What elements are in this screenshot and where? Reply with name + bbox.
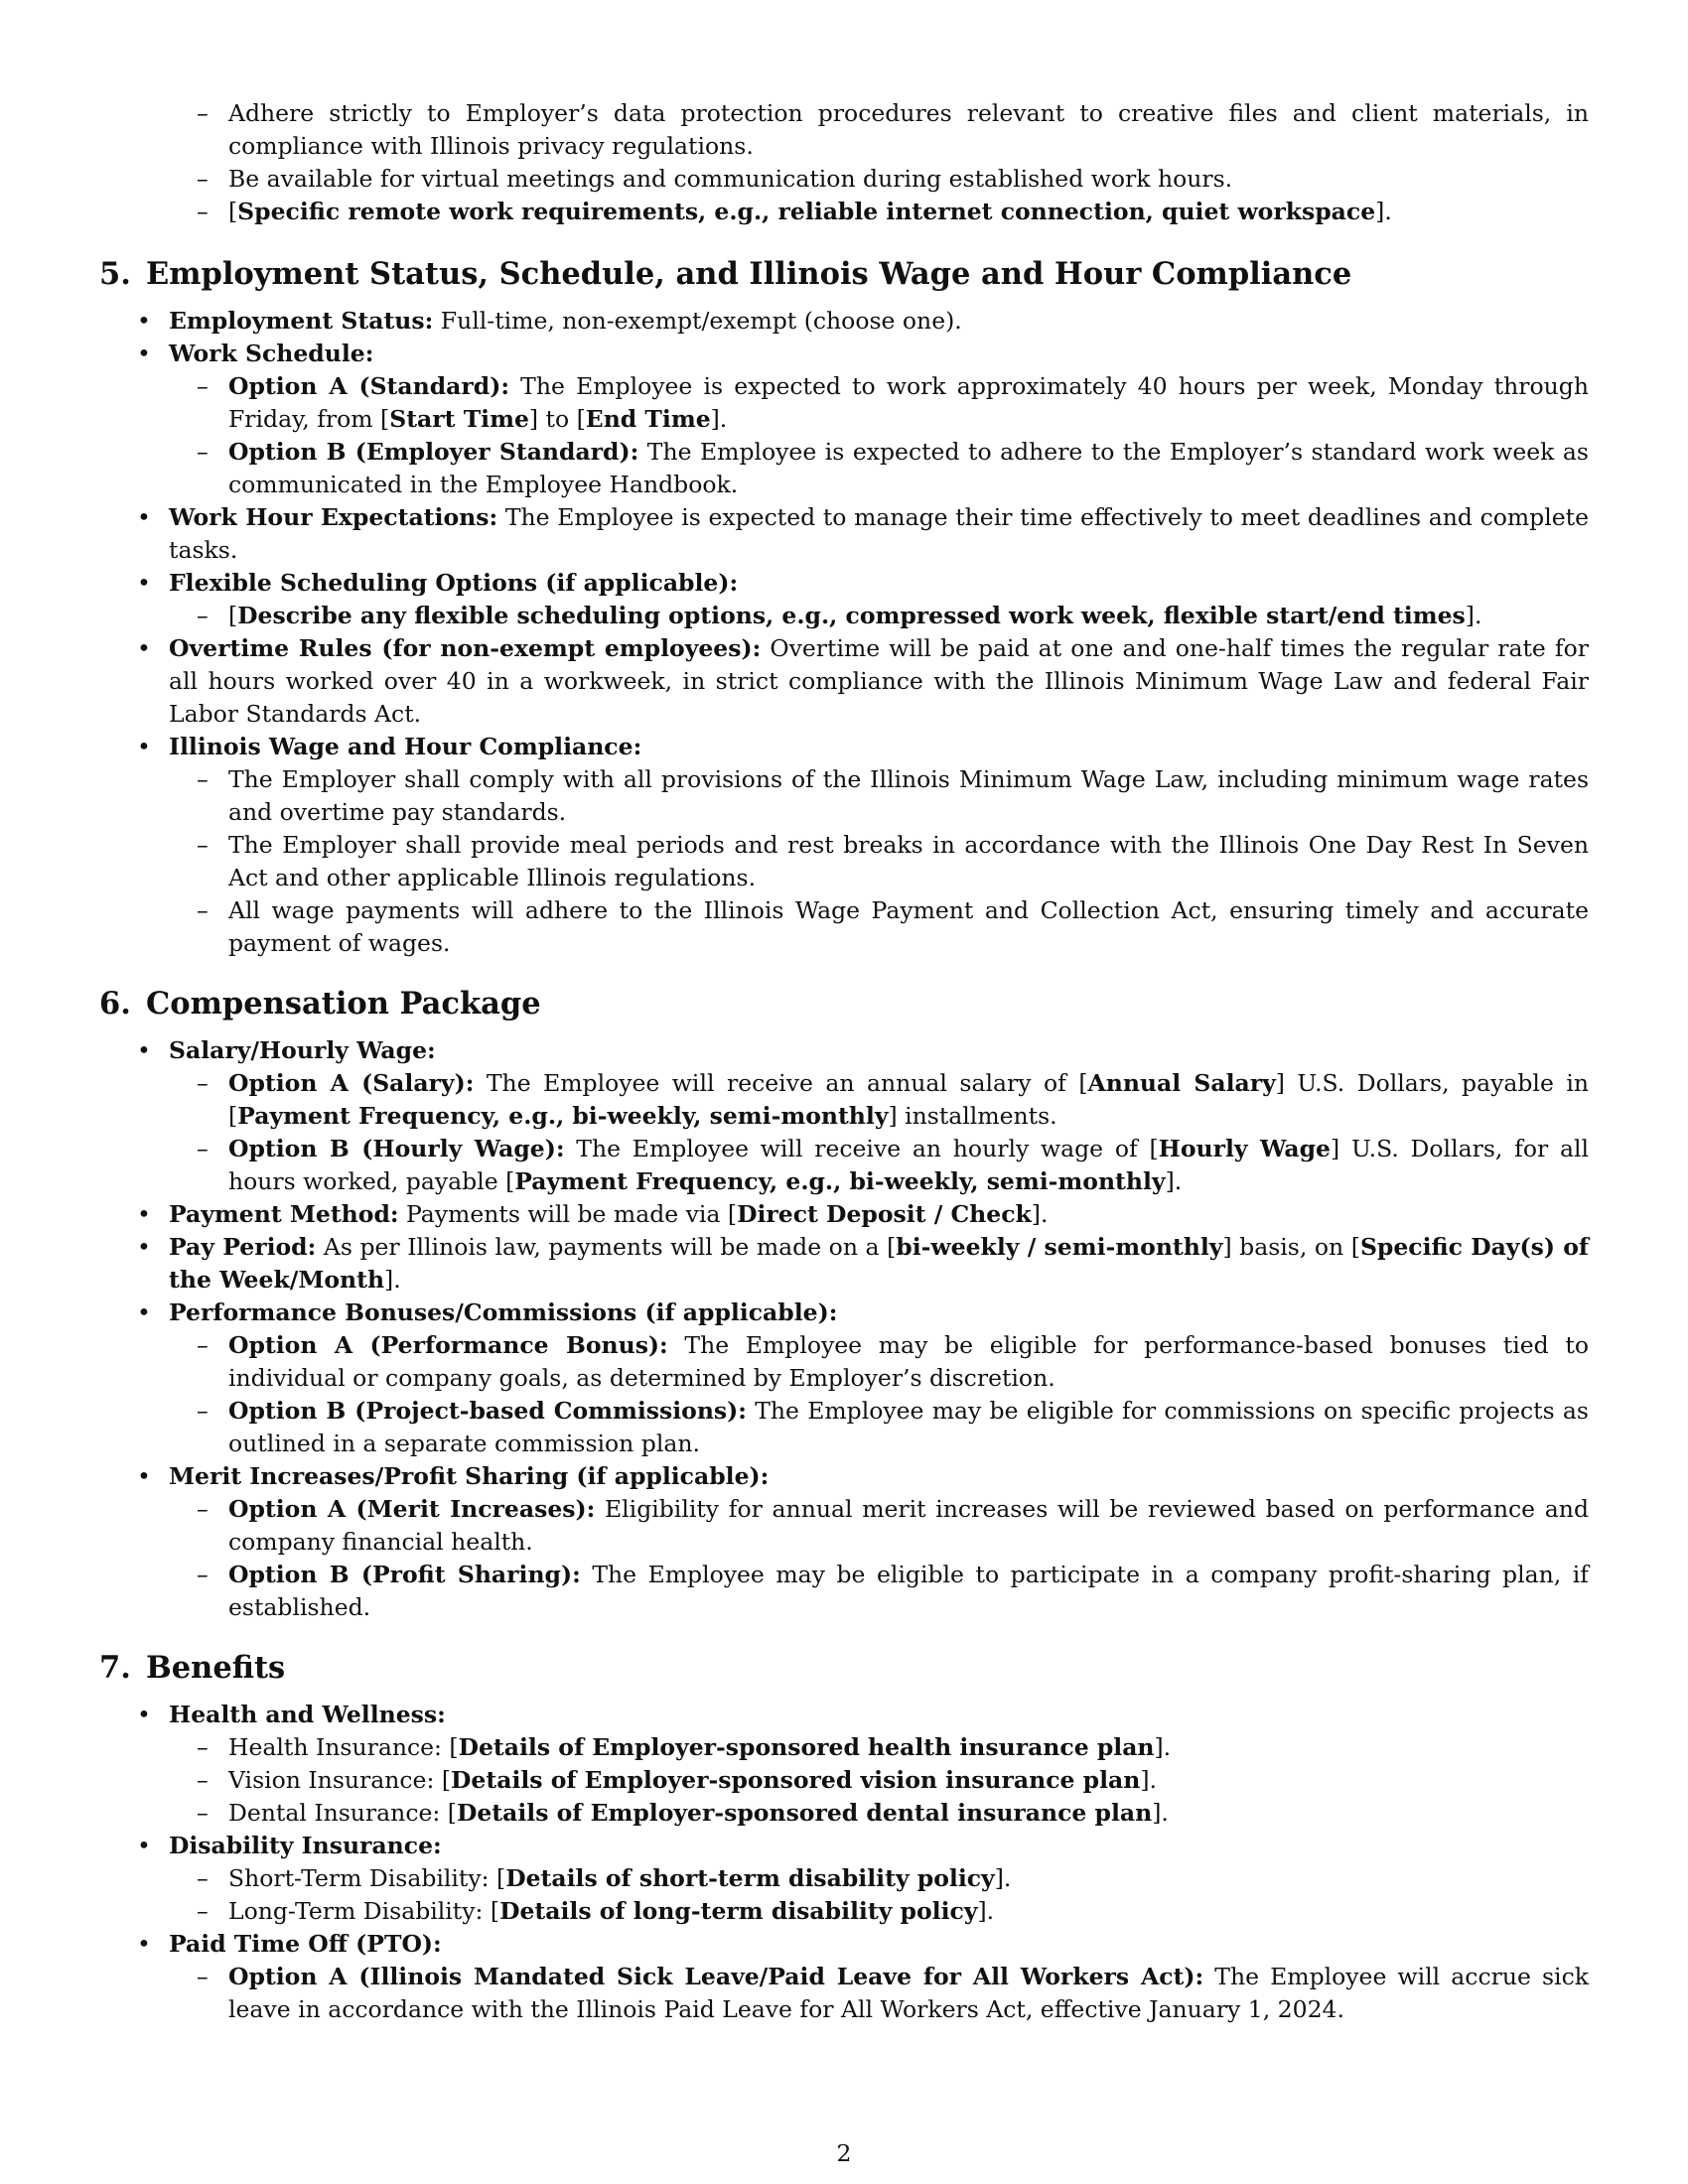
list-item: • Work Hour Expectations: The Employee is expected to manage their time effectively to meet deadlines and complete tasks. — [137, 503, 1589, 564]
bullet-marker: • — [137, 1036, 151, 1064]
list-item: • Performance Bonuses/Commissions (if applicable): — [99, 1297, 1589, 1329]
page-content — [99, 97, 1589, 2026]
dash-marker: – — [197, 165, 209, 193]
list-item: – Adhere strictly to Employer’s data protection procedures relevant to creative files and client materials, in compliance with Illinois privacy regulations. — [197, 99, 1589, 160]
bullet-marker: • — [137, 1298, 151, 1326]
list-item: – The Employer shall comply with all provisions of the Illinois Minimum Wage Law, including minimum wage rates and overtime pay standards. — [197, 765, 1589, 826]
list-item: • Payment Method: Payments will be made via [Direct Deposit / Check]. — [99, 1198, 1589, 1231]
bullet-marker: • — [137, 1701, 151, 1728]
list-item: – Option B (Profit Sharing): The Employee may be eligible to participate in a company profit-sharing plan, if established. — [197, 1561, 1589, 1621]
section-heading: 5. Employment Status, Schedule, and Illinois Wage and Hour Compliance — [99, 256, 1352, 292]
section-heading: 7. Benefits — [99, 1650, 286, 1686]
dash-marker: – — [197, 602, 209, 629]
dash-marker: – — [197, 198, 209, 225]
list-item: – Option B (Project-based Commissions): The Employee may be eligible for commissions on specific projects as outlined in a separate commission plan. — [197, 1397, 1589, 1457]
dash-marker: – — [197, 1766, 209, 1794]
list-item: • Health and Wellness: — [99, 1699, 1589, 1731]
list-item: – [Describe any flexible scheduling options, e.g., compressed work week, flexible start/end times]. — [99, 600, 1589, 632]
dash-marker: – — [197, 1495, 209, 1523]
list-item: – Health Insurance: [Details of Employer-sponsored health insurance plan]. — [99, 1731, 1589, 1764]
list-item: – Option A (Merit Increases): Eligibility for annual merit increases will be reviewed based on performance and company financial health. — [197, 1495, 1589, 1556]
bullet-marker: • — [137, 569, 151, 597]
dash-marker: – — [197, 1864, 209, 1892]
list-item: – Option A (Performance Bonus): The Employee may be eligible for performance-based bonuses tied to individual or company goals, as determined by Employer’s discretion. — [197, 1331, 1589, 1392]
bullet-marker: • — [137, 634, 151, 662]
dash-marker: – — [197, 765, 209, 793]
dash-marker: – — [197, 1733, 209, 1761]
list-item: • Pay Period: As per Illinois law, payments will be made on a [bi-weekly / semi-monthly] basis, on [Specific Day(s) of the Week/Month]. — [137, 1233, 1589, 1294]
bullet-marker: • — [137, 340, 151, 367]
bullet-marker: • — [137, 1462, 151, 1490]
list-item: – Vision Insurance: [Details of Employer-sponsored vision insurance plan]. — [99, 1764, 1589, 1797]
list-item: – Short-Term Disability: [Details of short-term disability policy]. — [99, 1862, 1589, 1895]
bullet-marker: • — [137, 1832, 151, 1859]
list-item: • Disability Insurance: — [99, 1830, 1589, 1862]
bullet-marker: • — [137, 733, 151, 760]
dash-marker: – — [197, 831, 209, 859]
list-item: • Merit Increases/Profit Sharing (if applicable): — [99, 1460, 1589, 1493]
list-item: – The Employer shall provide meal periods and rest breaks in accordance with the Illinois One Day Rest In Seven Act and other applicable Illinois regulations. — [197, 831, 1589, 891]
bullet-marker: • — [137, 503, 151, 531]
bullet-marker: • — [137, 1233, 151, 1261]
dash-marker: – — [197, 438, 209, 466]
list-item: – Option A (Salary): The Employee will receive an annual salary of [Annual Salary] U.S. Dollars, payable in [Payment Frequency, e.g., bi-weekly, semi-monthly] installments. — [197, 1069, 1589, 1130]
bullet-marker: • — [137, 307, 151, 335]
dash-marker: – — [197, 1897, 209, 1925]
dash-marker: – — [197, 1331, 209, 1359]
dash-marker: – — [197, 99, 209, 127]
bullet-marker: • — [137, 1200, 151, 1228]
list-item: – Be available for virtual meetings and communication during established work hours. — [99, 163, 1589, 196]
list-item: • Employment Status: Full-time, non-exempt/exempt (choose one). — [99, 305, 1589, 338]
list-item: – Dental Insurance: [Details of Employer-sponsored dental insurance plan]. — [99, 1797, 1589, 1830]
bullet-marker: • — [137, 1930, 151, 1958]
section-heading: 6. Compensation Package — [99, 986, 541, 1022]
dash-marker: – — [197, 896, 209, 924]
dash-marker: – — [197, 1963, 209, 1990]
page-number: 2 — [836, 2139, 852, 2167]
list-item: – Option B (Employer Standard): The Employee is expected to adhere to the Employer’s standard work week as communicated in the Employee Handbook. — [197, 438, 1589, 498]
dash-marker: – — [197, 1135, 209, 1162]
list-item: • Overtime Rules (for non-exempt employees): Overtime will be paid at one and one-half times the regular rate for all hours worked over 40 in a workweek, in strict compliance with the Illinois Minimum Wage Law and federal Fair Labor Standards Act. — [137, 634, 1589, 728]
list-item: • Flexible Scheduling Options (if applicable): — [99, 567, 1589, 600]
list-item: – Option A (Illinois Mandated Sick Leave/Paid Leave for All Workers Act): The Employee will accrue sick leave in accordance with the Illinois Paid Leave for All Workers Act, effective January 1, 2024. — [197, 1963, 1589, 2023]
dash-marker: – — [197, 372, 209, 400]
dash-marker: – — [197, 1069, 209, 1097]
dash-marker: – — [197, 1397, 209, 1425]
list-item: – Option B (Hourly Wage): The Employee will receive an hourly wage of [Hourly Wage] U.S. Dollars, for all hours worked, payable [Payment Frequency, e.g., bi-weekly, semi-monthly]. — [197, 1135, 1590, 1195]
list-item: – Long-Term Disability: [Details of long-term disability policy]. — [99, 1895, 1589, 1928]
list-item: • Paid Time Off (PTO): — [99, 1928, 1589, 1961]
list-item: • Illinois Wage and Hour Compliance: — [99, 731, 1589, 763]
list-item: – [Specific remote work requirements, e.g., reliable internet connection, quiet workspace]. — [99, 196, 1589, 228]
list-item: • Work Schedule: — [99, 338, 1589, 370]
dash-marker: – — [197, 1799, 209, 1827]
list-item: • Salary/Hourly Wage: — [99, 1034, 1589, 1067]
list-item: – All wage payments will adhere to the Illinois Wage Payment and Collection Act, ensuring timely and accurate payment of wages. — [197, 896, 1589, 957]
list-item: – Option A (Standard): The Employee is expected to work approximately 40 hours per week, Monday through Friday, from [Start Time] to [End Time]. — [197, 372, 1589, 433]
dash-marker: – — [197, 1561, 209, 1588]
